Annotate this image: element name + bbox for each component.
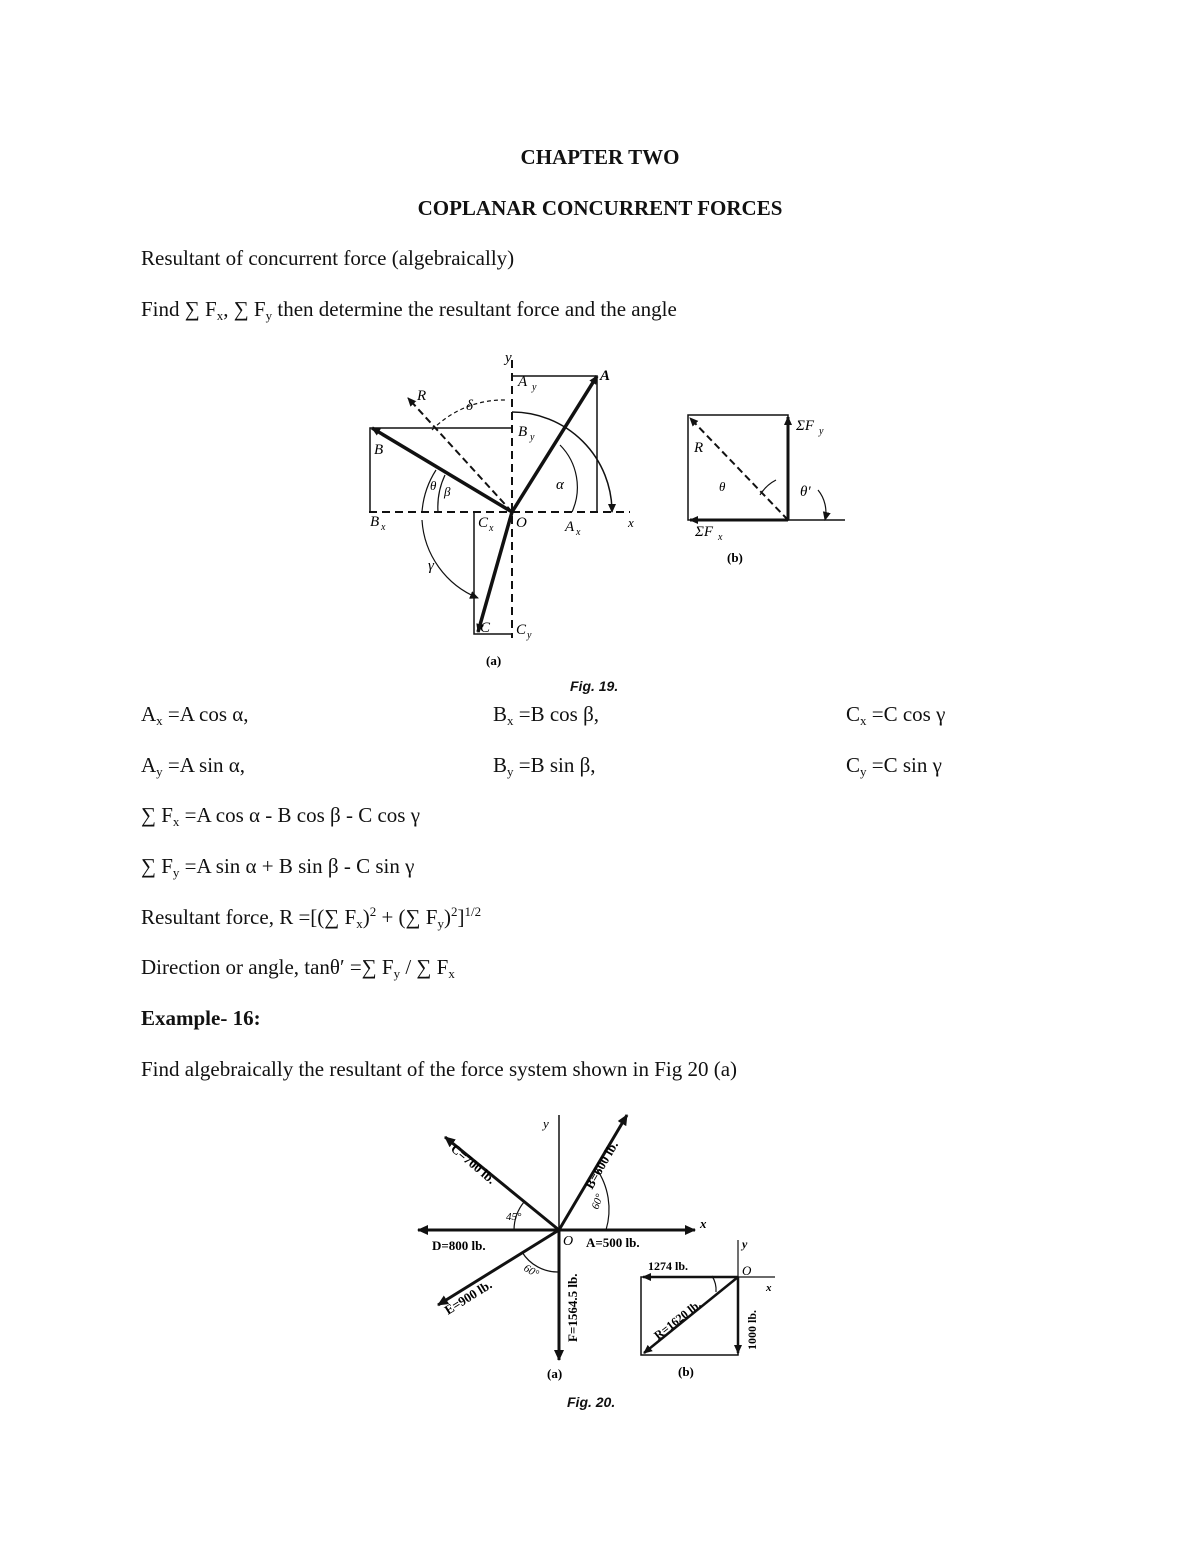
- svg-text:x: x: [766, 1282, 772, 1294]
- svg-text:θ′: θ′: [800, 484, 811, 500]
- svg-text:(a): (a): [547, 1366, 563, 1381]
- fig19-vector-r: [408, 398, 512, 512]
- svg-text:θ: θ: [719, 479, 726, 494]
- example-title: Example- 16:: [141, 1006, 261, 1030]
- svg-text:γ: γ: [428, 558, 434, 574]
- svg-text:(b): (b): [678, 1364, 694, 1379]
- svg-text:E=900 lb.: E=900 lb.: [441, 1276, 495, 1318]
- eq-ax: $A_x =A$ cos α,: [141, 702, 249, 728]
- svg-text:(a): (a): [486, 653, 502, 668]
- svg-text:(b): (b): [727, 550, 743, 565]
- svg-text:y: y: [543, 1116, 549, 1131]
- svg-text:y: y: [742, 1237, 748, 1251]
- svg-text:B: B: [518, 424, 528, 440]
- eq-sum-fy: ∑ $F_y =A$ sin α + B sin β - C sin γ: [141, 854, 415, 880]
- svg-text:x: x: [381, 522, 386, 533]
- example-text: Find algebraically the resultant of the force system shown in Fig 20 (a): [141, 1057, 738, 1081]
- find-line: Find ∑ $F_x$, ∑ $F_y$ then determine the resultant force and the angle: [141, 297, 677, 323]
- fig19-vector-a: [512, 376, 597, 512]
- svg-text:60°: 60°: [521, 1262, 541, 1281]
- svg-text:B=600 lb.: B=600 lb.: [581, 1138, 622, 1192]
- svg-text:θ: θ: [430, 478, 437, 493]
- svg-text:y: y: [819, 426, 824, 437]
- chapter-title: CHAPTER TWO: [520, 145, 680, 169]
- svg-text:O: O: [516, 515, 527, 531]
- fig19-diagram-a: [355, 345, 655, 675]
- svg-text:F=1564.5 lb.: F=1564.5 lb.: [565, 1273, 580, 1342]
- svg-text:y: y: [527, 630, 532, 641]
- svg-text:A: A: [565, 519, 575, 535]
- svg-text:B: B: [370, 514, 380, 530]
- svg-text:D=800 lb.: D=800 lb.: [432, 1238, 486, 1253]
- svg-text:R: R: [694, 440, 704, 456]
- svg-text:x: x: [700, 1216, 707, 1231]
- svg-text:ΣF: ΣF: [796, 418, 815, 434]
- svg-text:B: B: [374, 442, 384, 458]
- fig19b-resultant: [690, 418, 788, 520]
- svg-text:C: C: [480, 620, 491, 636]
- svg-text:x: x: [576, 527, 581, 538]
- svg-text:1274 lb.: 1274 lb.: [648, 1259, 689, 1273]
- svg-text:A=500 lb.: A=500 lb.: [586, 1235, 640, 1250]
- fig19-diagram-b: [680, 405, 850, 570]
- svg-text:C: C: [478, 515, 489, 531]
- svg-text:45°: 45°: [506, 1211, 522, 1223]
- eq-sum-fx: ∑ $F_x =A$ cos α - B cos β - C cos γ: [141, 803, 420, 829]
- svg-text:ΣF: ΣF: [695, 524, 714, 540]
- section-title: COPLANAR CONCURRENT FORCES: [417, 196, 783, 220]
- eq-cx: $C_x =C$ cos γ: [846, 702, 946, 728]
- eq-ay: $A_y =A$ sin α,: [141, 753, 246, 779]
- svg-text:60°: 60°: [589, 1192, 607, 1212]
- svg-text:A: A: [518, 374, 528, 390]
- svg-text:y: y: [530, 432, 535, 443]
- svg-text:x: x: [628, 515, 634, 530]
- fig19-caption: Fig. 19.: [570, 678, 619, 694]
- svg-text:C=700 lb.: C=700 lb.: [448, 1140, 499, 1187]
- svg-text:R: R: [417, 388, 427, 404]
- eq-resultant: Resultant force, R =[(∑ $F_x)^2$ + (∑ $F_y)^2]^{1/2}$: [141, 904, 482, 931]
- svg-text:β: β: [444, 484, 451, 499]
- svg-text:C: C: [516, 622, 527, 638]
- svg-text:O: O: [563, 1234, 574, 1249]
- svg-text:y: y: [532, 382, 537, 393]
- eq-bx: $B_x =B$ cos β,: [493, 702, 600, 728]
- svg-text:x: x: [489, 523, 494, 534]
- eq-by: $B_y =B$ sin β,: [493, 753, 596, 779]
- intro-line: Resultant of concurrent force (algebraically): [141, 246, 515, 270]
- svg-text:y: y: [505, 350, 512, 366]
- eq-direction: Direction or angle, tanθ′ =∑ $F_y$ / ∑ $F_x$: [141, 955, 455, 981]
- svg-text:α: α: [556, 477, 564, 493]
- svg-text:x: x: [718, 532, 723, 543]
- fig20-diagram-b: [630, 1230, 790, 1385]
- svg-text:R=1620 lb.: R=1620 lb.: [651, 1297, 704, 1343]
- svg-text:δ: δ: [466, 398, 473, 414]
- fig20-caption: Fig. 20.: [567, 1394, 616, 1410]
- svg-text:O: O: [742, 1263, 752, 1278]
- svg-text:A: A: [600, 368, 611, 384]
- svg-text:1000 lb.: 1000 lb.: [745, 1309, 759, 1350]
- fig19-vector-b: [372, 428, 512, 512]
- eq-cy: $C_y =C$ sin γ: [846, 753, 942, 779]
